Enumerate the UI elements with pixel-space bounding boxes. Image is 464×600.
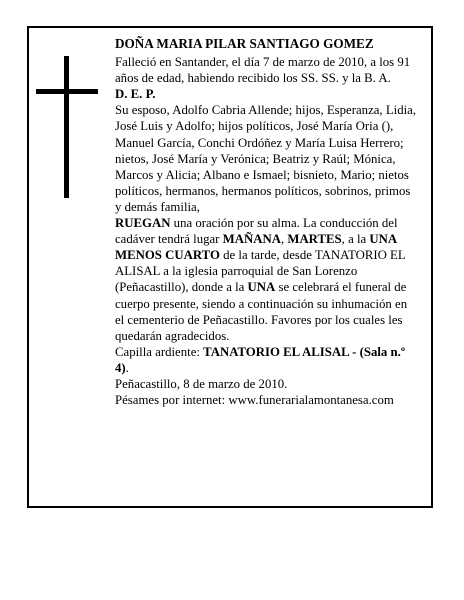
- obituary-text: [115, 36, 419, 408]
- place-date: Peñacastillo, 8 de marzo de 2010.: [115, 376, 288, 391]
- funeral-request: RUEGAN una oración por su alma. La conducción del cadáver tendrá lugar MAÑANA, MARTES, a la UNA MENOS CUARTO de la tarde, desde TANATORIO EL ALISAL a la iglesia parroquial de San Lorenzo (Peñacastillo), donde a la UNA se celebrará el funeral de cuerpo presente, siendo a continuación su inhumación en el cementerio de Peñacastillo. Favores por los cuales les quedarán agradecidos.: [115, 216, 408, 343]
- condolences-web: Pésames por internet: www.funerarialamontanesa.com: [115, 393, 394, 408]
- dep-label: D. E. P.: [115, 87, 156, 102]
- death-notice: Falleció en Santander, el día 7 de marzo de 2010, a los 91 años de edad, habiendo recibido los SS. SS. y la B. A.: [115, 55, 411, 86]
- cross-icon-vertical: [64, 56, 69, 198]
- cross-icon-horizontal: [36, 89, 98, 94]
- family-list: Su esposo, Adolfo Cabria Allende; hijos, Esperanza, Lidia, José Luis y Adolfo; hijos políticos, José María Oria (), Manuel García, Conchi Ordóñez y María Luisa Herrero; nietos, José María y Verónica; Beatriz y Raúl; Mónica, Marcos y Alicia; Albano e Ismael; bisnieto, Mario; nietos políticos, hermanos, hermanos políticos, sobrinos, primos y demás familia,: [115, 103, 417, 214]
- chapel-info: Capilla ardiente: TANATORIO EL ALISAL - (Sala n.º 4).: [115, 344, 406, 375]
- deceased-name: DOÑA MARIA PILAR SANTIAGO GOMEZ: [115, 36, 374, 51]
